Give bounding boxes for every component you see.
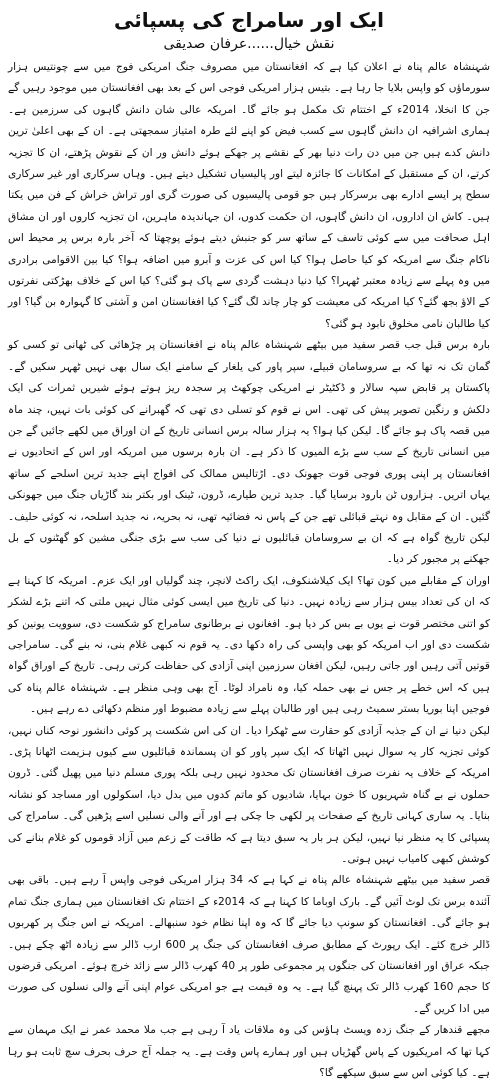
article-byline: نقش خیال......عرفان صدیقی [163,36,335,52]
article-body [8,57,490,1085]
article-title: ایک اور سامراج کی پسپائی [114,8,384,32]
article-paragraph: مجھے قندھار کے جنگ زدہ ویسٹ ہاؤس کی وہ ملاقات یاد آ رہی ہے جب ملا محمد عمر نے ایک مہمان سے کہا تھا کہ امریکیوں کے پاس گھڑیاں ہیں اور ہمارے پاس وقت ہے۔ یہ جملہ آج حرف بحرف سچ ثابت ہو رہا ہے۔ کیا کوئی اس سے سبق سیکھے گا؟ [8,1024,490,1080]
article-paragraph: قصر سفید میں بیٹھے شہنشاہ عالم پناہ نے کہا ہے کہ 34 ہزار امریکی فوجی واپس آ رہے ہیں۔ باقی بھی آئندہ برس تک لوٹ آئیں گے۔ بارک اوباما کا کہنا ہے کہ 2014ء کے اختتام تک افغانستان میں ہماری جنگ تمام ہو جائے گی۔ افغانستان کو سونپ دیا جائے گا کہ وہ اپنا نظام خود سنبھالے۔ امریکہ نے اس جنگ پر کھربوں ڈالر خرچ کئے۔ ایک رپورٹ کے مطابق صرف افغانستان کی جنگ پر 600 ارب ڈالر سے زیادہ اٹھ چکے ہیں۔ جبکہ عراق اور افغانستان کی جنگوں پر مجموعی طور پر 40 کھرب ڈالر سے زائد خرچ ہوئے۔ امریکی قرضوں کا حجم 160 کھرب ڈالر تک پہنچ گیا ہے۔ یہ وہ قیمت ہے جو امریکی عوام اپنی آنے والی نسلوں کی صورت میں ادا کریں گے۔ [8,874,491,1015]
article-paragraph: شہنشاہ عالم پناہ نے اعلان کیا ہے کہ افغانستان میں مصروف جنگ امریکی فوج میں سے چونتیس ہزار سورماؤں کو واپس بلایا جا رہا ہے۔ بتیس ہزار امریکی فوجی اس کے بعد بھی افغانستان میں موجود رہیں گے جن کا انخلا، 2014ء کے اختتام تک مکمل ہو جائے گا۔ امریکہ عالی شان دانش گاہوں کی سرزمین ہے۔ ہماری اشرافیہ ان دانش گاہوں سے کسب فیض کو اپنے لئے طرہ امتیاز سمجھتی ہے۔ ان کے بھی اعلیٰ ترین دانش کدے ہیں جن میں دن رات دنیا بھر کے نقشے پر جھکے ہوئے دانش ور ان کے نقوش پڑھتے، ان کا تجزیہ کرتے، ان کے مستقبل کے امکانات کا جائزہ لیتے اور پالیسیاں تشکیل دیتے ہیں۔ وہاں سرکاری اور غیر سرکاری سطح پر ایسے ادارے بھی برسرکار ہیں جو قومی پالیسیوں کی صورت گری اور تراش خراش کے فن میں یکتا ہیں۔ کاش ان اداروں، ان دانش گاہوں، ان حکمت کدوں، ان جہاندیدہ ماہرین، ان تجزیہ کاروں اور ان مشاق اہل صحافت میں سے کوئی تاسف کے ساتھ سر کو جنبش دیتے ہوئے پوچھتا کہ آخر بارہ برس پر محیط اس ناکام جنگ سے امریکہ کو کیا حاصل ہوا؟ کیا اس کی عزت و آبرو میں اضافہ ہوا؟ کیا بین الاقوامی برادری میں وہ پہلے سے زیادہ معتبر ٹھہرا؟ کیا دنیا دہشت گردی سے پاک ہو گئی؟ کیا اس کے خلاف بھڑکتی نفرتوں کے الاؤ بجھ گئے؟ کیا امریکہ کی معیشت کو چار چاند لگ گئے؟ کیا افغانستان امن و آشتی کا گہوارہ بن گیا؟ اور کیا طالبان نامی مخلوق نابود ہو گئی؟ [8,61,490,330]
article-paragraph: اوران کے مقابلے میں کون تھا؟ ایک کیلاشنکوف، ایک راکٹ لانچر، چند گولیاں اور ایک عزم۔ امریکہ کا کہنا ہے کہ ان کی تعداد بیس ہزار سے زیادہ نہیں۔ دنیا کی تاریخ میں ایسی کوئی مثال نہیں ملتی کہ اتنے بڑے لشکر کو اتنی مختصر قوت نے یوں بے بس کر دیا ہو۔ افغانوں نے برطانوی سامراج کو شکست دی، سوویت یونین کو شکست دی اور اب امریکہ کو بھی واپسی کی راہ دکھا دی۔ یہ قوم نہ کبھی غلام بنی، نہ بنے گی۔ سامراجی قوتیں آتی رہیں اور جاتی رہیں، لیکن افغان سرزمین اپنی آزادی کی حفاظت کرتی رہی۔ تاریخ کے اوراق گواہ ہیں کہ اس خطے پر جس نے بھی حملہ کیا، وہ نامراد لوٹا۔ آج بھی وہی منظر ہے۔ شہنشاہ عالم پناہ کی فوجیں اپنا بوریا بستر سمیٹ رہی ہیں اور طالبان پہلے سے زیادہ مضبوط اور منظم دکھائی دے رہے ہیں۔ [8,574,490,716]
article-paragraph: لیکن دنیا نے ان کے جذبہ آزادی کو حقارت سے ٹھکرا دیا۔ ان کی اس شکست پر کوئی دانشور نوحہ کناں نہیں، کوئی تجزیہ کار یہ سوال نہیں اٹھاتا کہ ایک سپر پاور کو ان پسماندہ قبائلیوں سے کیوں ہزیمت اٹھانا پڑی۔ امریکہ کے خلاف یہ نفرت صرف افغانستان تک محدود نہیں رہی بلکہ پوری مسلم دنیا میں پھیل گئی۔ ڈرون حملوں نے بے گناہ شہریوں کا خون بہایا، شادیوں کو ماتم کدوں میں بدل دیا، اسکولوں اور مساجد کو نشانہ بنایا۔ یہ ساری کہانی تاریخ کے صفحات پر لکھی جا چکی ہے اور آنے والی نسلیں اسے پڑھیں گی۔ سامراج کی پسپائی کا یہ منظر نیا نہیں، لیکن ہر بار یہ سبق دیتا ہے کہ طاقت کے زعم میں آزاد قوموں کو غلام بنانے کی کوشش کبھی کامیاب نہیں ہوتی۔ [8,724,490,866]
article-paragraph: بارہ برس قبل جب قصر سفید میں بیٹھے شہنشاہ عالم پناہ نے افغانستان پر چڑھائی کی ٹھانی تو کسی کو گمان تک نہ تھا کہ بے سروسامان قبیلے، سپر پاور کی یلغار کے سامنے ایک سال بھی نہیں ٹھہر سکیں گے۔ پاکستان پر قابض سپہ سالار و ڈکٹیٹر نے امریکی چوکھٹ پر سجدہ ریز ہوتے ہوئے شیریں ثمرات کی ایک دلکش و رنگین تصویر پیش کی تھی۔ اس نے قوم کو تسلی دی تھی کہ گھبرانے کی کوئی بات نہیں، چند ماہ میں قصہ پاک ہو جائے گا۔ لیکن کیا ہوا؟ یہ ہزار سالہ برس انسانی تاریخ کے ان اوراق میں لکھے جائیں گے جن میں انسانی تاریخ کے سب سے بڑے المیوں کا ذکر ہے۔ ان بارہ برسوں میں امریکہ اور اس کے اتحادیوں نے افغانستان پر اپنی پوری فوجی قوت جھونک دی۔ اڑتالیس ممالک کی افواج اپنے جدید ترین اسلحے کے ساتھ یہاں اتریں۔ ہزاروں ٹن بارود برسایا گیا۔ جدید ترین طیارے، ڈرون، ٹینک اور بکتر بند گاڑیاں جنگ میں جھونکی گئیں۔ ان کے مقابل وہ نہتے قبائلی تھے جن کے پاس نہ فضائیہ تھی، نہ بحریہ، نہ جدید اسلحہ، نہ کوئی حلیف۔ لیکن تاریخ گواہ ہے کہ ان بے سروسامان قبائلیوں نے دنیا کی سب سے بڑی جنگی مشین کو گھٹنوں کے بل جھکنے پر مجبور کر دیا۔ [8,339,490,566]
